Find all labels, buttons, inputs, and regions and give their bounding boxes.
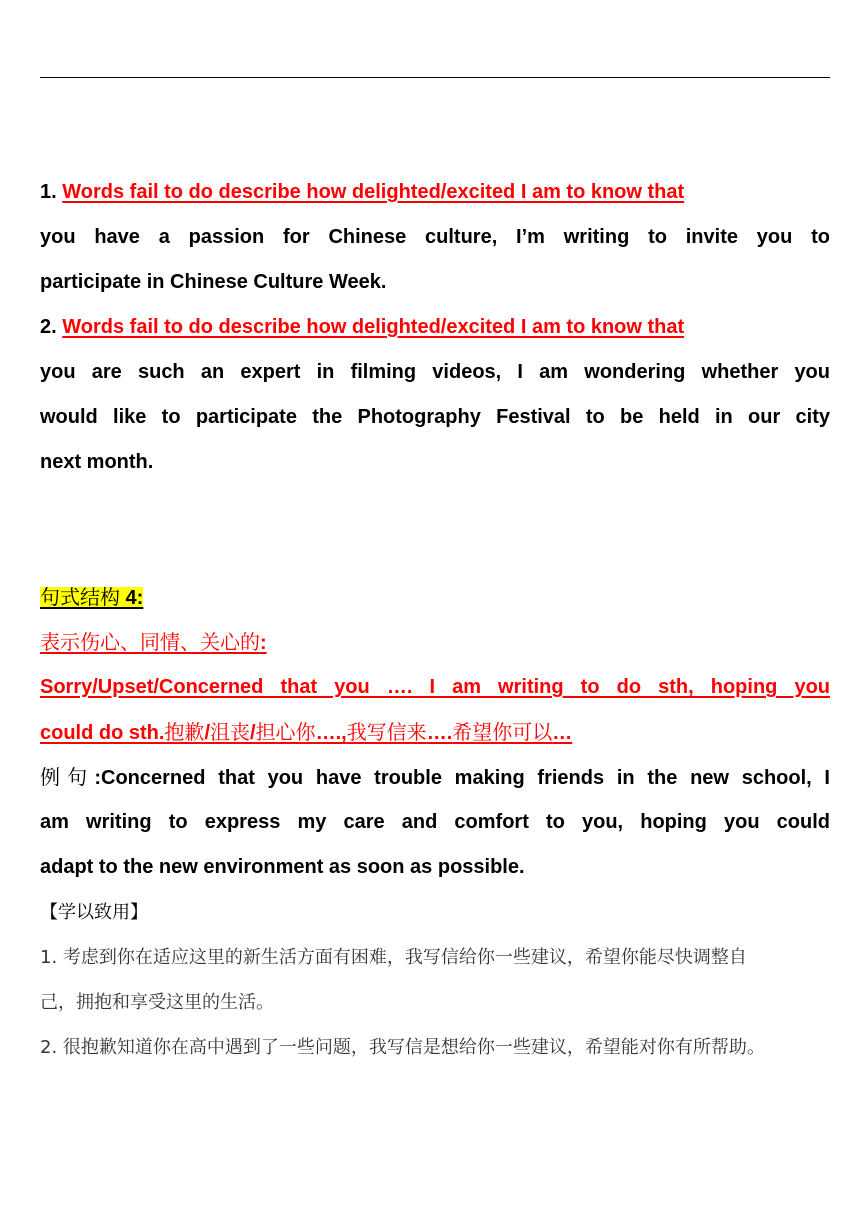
practice-1-line-1: 1. 考虑到你在适应这里的新生活方面有困难，我写信给你一些建议，希望你能尽快调整自 — [40, 947, 747, 968]
pattern-line-2: could do sth.抱歉/沮丧/担心你….,我写信来….希望你可以… — [40, 720, 573, 744]
subheading: 表示伤心、同情、关心的: — [40, 630, 267, 654]
item-2-line-1 — [40, 305, 830, 350]
item-2-number: 2. — [40, 316, 57, 338]
item-1-number: 1. — [40, 181, 57, 203]
example-line-2: am writing to express my care and comfort to you, hoping you could — [40, 811, 830, 833]
section-heading — [40, 575, 830, 620]
pattern-line-1: Sorry/Upset/Concerned that you …. I am writing to do sth, hoping you — [40, 676, 830, 698]
example-label: 例句 — [40, 765, 95, 789]
item-2-red-phrase: Words fail to do describe how delighted/excited I am to know that — [62, 316, 685, 338]
item-2-line-2: you are such an expert in filming videos, I am wondering whether you — [40, 361, 830, 383]
example-line-1: 例句:Concerned that you have trouble making friends in the new school, I — [40, 765, 830, 789]
example-line-3: adapt to the new environment as soon as possible. — [40, 856, 525, 878]
practice-heading: 【学以致用】 — [40, 902, 148, 923]
item-2-line-4: next month. — [40, 451, 154, 473]
practice-1-line-2: 己，拥抱和享受这里的生活。 — [40, 992, 274, 1013]
practice-2: 2. 很抱歉知道你在高中遇到了一些问题，我写信是想给你一些建议，希望能对你有所帮助。 — [40, 1037, 765, 1058]
subheading-text: 表示伤心、同情、关心的 — [40, 630, 260, 654]
header-rule — [40, 77, 830, 78]
item-2-line-3: would like to participate the Photography Festival to be held in our city — [40, 406, 830, 428]
item-1-red-phrase: Words fail to do describe how delighted/excited I am to know that — [62, 181, 685, 203]
sentence-structure-4 — [40, 575, 830, 1070]
example-sentences — [40, 170, 830, 485]
section-heading-label: 句式结构 4: — [40, 585, 144, 609]
item-1-line-2: you have a passion for Chinese culture, I’m writing to invite you to — [40, 226, 830, 248]
item-1-line-3: participate in Chinese Culture Week. — [40, 271, 387, 293]
item-1-line-1 — [40, 170, 830, 215]
